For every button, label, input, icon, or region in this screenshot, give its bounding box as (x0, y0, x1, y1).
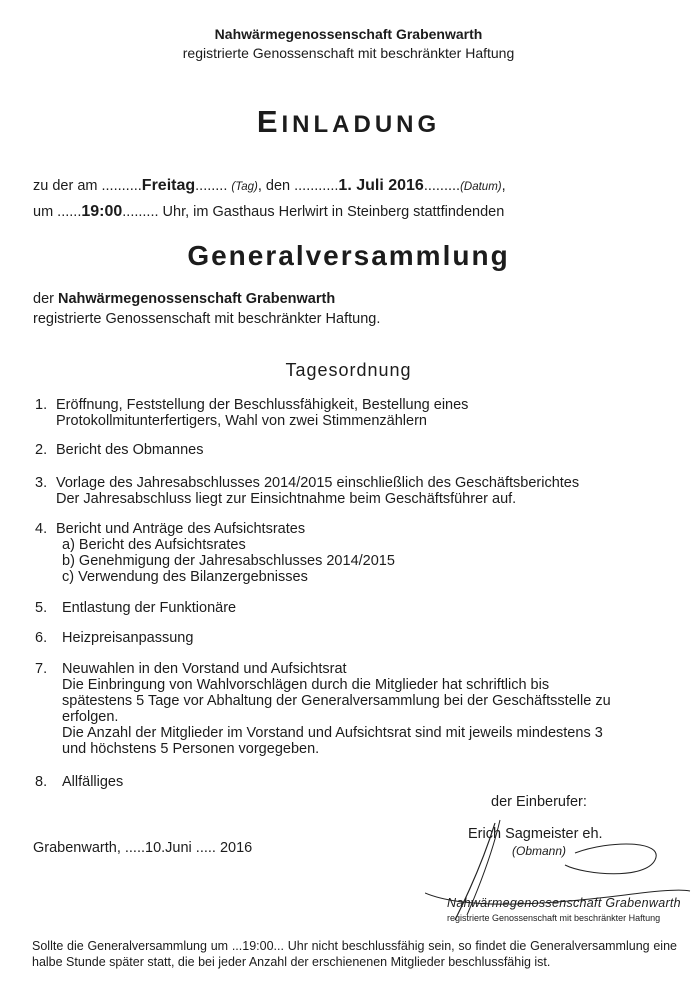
signer-role: (Obmann) (512, 844, 567, 858)
invite-line-1 (33, 177, 506, 195)
org-prefix: der (33, 291, 54, 307)
agenda-num-8: 8. (35, 774, 48, 790)
agenda-item-7-l3: spätestens 5 Tage vor Abhaltung der Generalversammlung bei der Geschäftsstelle zu (62, 693, 611, 709)
invite-comma: , (501, 178, 506, 194)
place-date: Grabenwarth, .....10.Juni ..... 2016 (33, 840, 253, 856)
title-rest: INLADUNG (281, 111, 441, 138)
signer-name: Erich Sagmeister eh. (468, 826, 603, 842)
tag-label: (Tag) (231, 181, 258, 193)
agenda-num-3: 3. (35, 475, 48, 491)
agenda-item-6: Heizpreisanpassung (62, 630, 194, 646)
title-initial: E (256, 104, 282, 139)
org-name: Nahwärmegenossenschaft Grabenwarth (58, 291, 336, 307)
invite-text: zu der am .......... (33, 178, 142, 194)
invite-dots-2: ......... (423, 178, 461, 194)
invite-date: 1. Juli 2016 (338, 177, 424, 194)
agenda-item-7-l5: Die Anzahl der Mitglieder im Vorstand und Aufsichtsrat sind mit jeweils mindestens 3 (62, 725, 603, 741)
agenda-item-7-l6: und höchstens 5 Personen vorgegeben. (62, 741, 320, 757)
org-subline: registrierte Genossenschaft mit beschränkter Haftung. (33, 311, 381, 327)
agenda-item-4: Bericht und Anträge des Aufsichtsrates (56, 521, 306, 537)
org-line (33, 291, 335, 307)
document-title (0, 104, 697, 140)
stamp-org: Nahwärmegenossenschaft Grabenwarth (447, 896, 681, 910)
agenda-num-7: 7. (35, 661, 48, 677)
agenda-item-5: Entlastung der Funktionäre (62, 600, 237, 616)
agenda-item-7: Neuwahlen in den Vorstand und Aufsichtsrat (62, 661, 347, 677)
agenda-item-4b: b) Genehmigung der Jahresabschlusses 2014/2015 (62, 553, 395, 569)
agenda-num-1: 1. (35, 397, 48, 413)
agenda-num-5: 5. (35, 600, 48, 616)
datum-label: (Datum) (460, 181, 502, 193)
agenda-title: Tagesordnung (285, 360, 412, 380)
invite-text-den: , den ........... (257, 178, 339, 194)
agenda-item-2: Bericht des Obmannes (56, 442, 204, 458)
agenda-item-4c: c) Verwendung des Bilanzergebnisses (62, 569, 308, 585)
agenda-item-3: Vorlage des Jahresabschlusses 2014/2015 einschließlich des Geschäftsberichtes (56, 475, 580, 491)
invite-location: ......... Uhr, im Gasthaus Herlwirt in Steinberg stattfindenden (122, 204, 505, 220)
agenda-item-1-cont: Protokollmitunterfertigers, Wahl von zwei Stimmenzählern (56, 413, 427, 429)
agenda-num-6: 6. (35, 630, 48, 646)
invite-line-2 (33, 203, 504, 221)
invite-text-um: um ...... (33, 204, 82, 220)
stamp-subtitle: registrierte Genossenschaft mit beschränkter Haftung (447, 913, 661, 923)
meeting-title: Generalversammlung (187, 240, 510, 271)
invite-time: 19:00 (81, 203, 123, 220)
invite-day: Freitag (141, 177, 196, 194)
agenda-num-4: 4. (35, 521, 48, 537)
header-subtitle: registrierte Genossenschaft mit beschränkter Haftung (182, 45, 515, 61)
header-org-name: Nahwärmegenossenschaft Grabenwarth (214, 26, 483, 42)
agenda-item-8: Allfälliges (62, 774, 124, 790)
agenda-num-2: 2. (35, 442, 48, 458)
agenda-item-7-l2: Die Einbringung von Wahlvorschlägen durch die Mitglieder hat schriftlich bis (62, 677, 550, 693)
agenda-item-7-l4: erfolgen. (62, 709, 119, 725)
agenda-item-1: Eröffnung, Feststellung der Beschlussfähigkeit, Bestellung eines (56, 397, 469, 413)
footer-note: Sollte die Generalversammlung um ...19:00... Uhr nicht beschlussfähig sein, so findet die Generalversammlung eine halbe Stunde später statt, die bei jeder Anzahl der erschienenen Mitglieder beschlussfähig ist. (32, 939, 677, 969)
caller-label: der Einberufer: (491, 794, 587, 810)
agenda-item-3-cont: Der Jahresabschluss liegt zur Einsichtnahme beim Geschäftsführer auf. (56, 491, 517, 507)
invite-dots: ........ (195, 178, 228, 194)
agenda-item-4a: a) Bericht des Aufsichtsrates (62, 537, 246, 553)
